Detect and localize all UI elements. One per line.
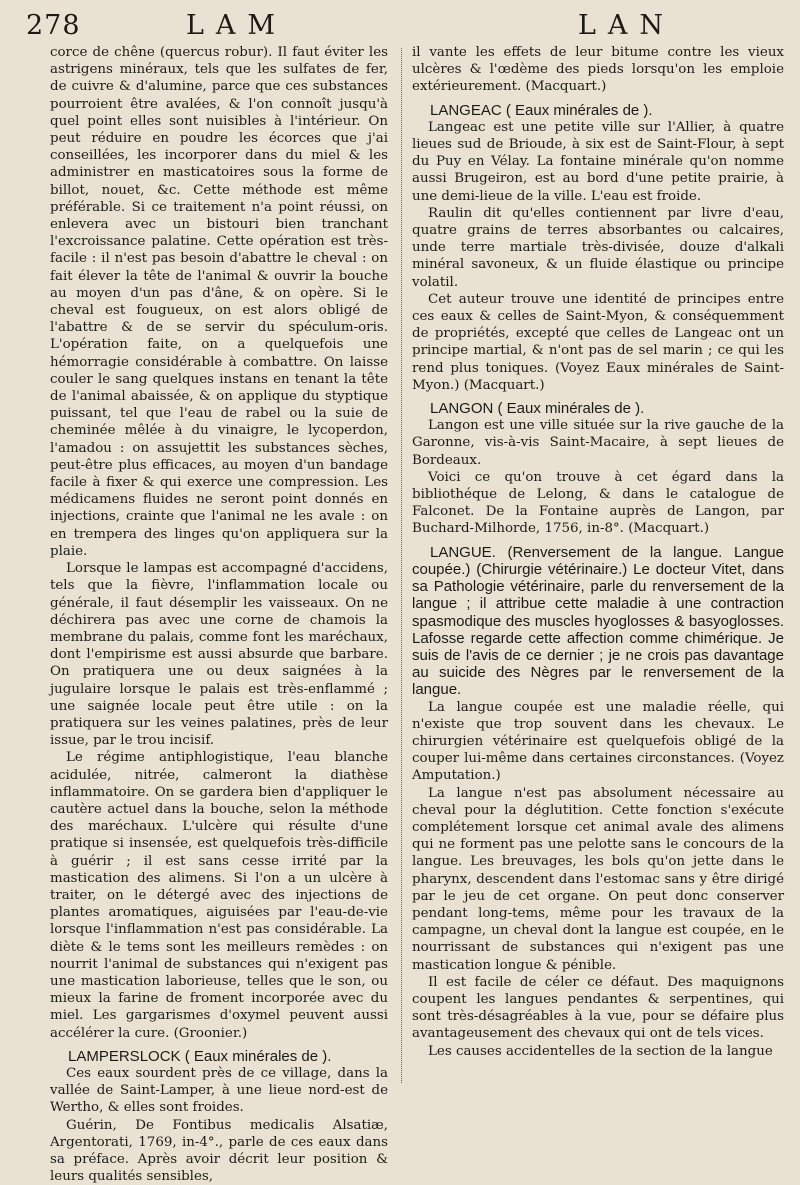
paragraph: Lorsque le lampas est accompagné d'accidens, tels que la fièvre, l'inflammation locale ou générale, il faut désemplir les vaisseaux. On ne déchirera pas avec une corne de chamois la membrane du palais, comme font les maréchaux, dont l'empirisme est aussi absurde que barbare. On pratiquera une ou deux saignées à la jugulaire lorsque le palais est très-enflammé ; une saignée locale peut être utile : on la pratiquera sur les veines palatines, près de leur issue, par le trou incisif. xyxy=(50,561,388,749)
paragraph: il vante les effets de leur bitume contre les vieux ulcères & l'œdème des pieds lorsqu'on les emploie extérieurement. (Macquart.) xyxy=(412,45,784,95)
right-column xyxy=(412,44,784,1090)
paragraph: Les causes accidentelles de la section de la langue xyxy=(428,1043,773,1059)
paragraph: Langon est une ville située sur la rive gauche de la Garonne, vis-à-vis Saint-Macaire, à sept lieues de Bordeaux. xyxy=(412,418,784,468)
paragraph: La langue n'est pas absolument nécessaire au cheval pour la déglutition. Cette fonction s'exécute complétement lorsque cet animal avale des alimens qui ne forment pas une pelotte sans le concours de la langue. Les breuvages, les bols qu'on jette dans le pharynx, descendent dans l'estomac sans y être dirigé par le jeu de cet organe. On peut donc conserver pendant long-tems, même pour les travaux de la campagne, un cheval dont la langue est coupée, en le nourrissant de substances qui n'exigent pas une mastication longue & pénible. xyxy=(412,785,784,973)
left-column xyxy=(50,44,388,1185)
paragraph: Langeac est une petite ville sur l'Allier, à quatre lieues sud de Brioude, à six est de Saint-Flour, à sept du Puy en Vélay. La fontaine minérale qu'on nomme aussi Brugeiron, est au bord d'une petite prairie, à une demi-lieue de la ville. L'eau est froide. xyxy=(412,119,784,204)
entry-heading: LAMPERSLOCK ( Eaux minérales de ). xyxy=(68,1047,332,1065)
entry-heading: LANGUE. (Renversement de la langue. Langue coupée.) (Chirurgie vétérinaire.) Le docteur Vitet, dans sa Pathologie vétérinaire, parle du renversement de la langue ; il attribue cette maladie à une contraction spasmodique des muscles hyoglosses & basyoglosses. Lafosse regarde cette affection comme chimérique. Je suis de l'avis de ce dernier ; je ne crois pas davantage au suicide des Nègres par le renversement de la langue. xyxy=(412,543,784,699)
paragraph: corce de chêne (quercus robur). Il faut éviter les astrigens minéraux, tels que les sulfates de fer, de cuivre & d'alumine, parce que ces substances pourroient être avalées, & l'on connoît jusqu'à quel point elles sont nuisibles à l'intérieur. On peut réduire en poudre les écorces que j'ai conseillées, les incorporer dans du miel & les administrer en masticatoires sous la forme de billot, nouet, &c. Cette méthode est même préférable. Si ce traitement n'a point réussi, on enlevera avec un bistouri bien tranchant l'excroissance palatine. Cette opération est très-facile : il n'est pas besoin d'abattre le cheval : on fait élever la tête de l'animal & ouvrir la bouche au moyen d'un pas d'âne, & on opère. Si le cheval est fougueux, on est alors obligé de l'abattre & de se servir du spéculum-oris. L'opération faite, on a quelquefois une hémorragie considérable à combattre. On laisse couler le sang quelques instans en tenant la tête de l'animal abaissée, & on applique du styptique puissant, tel que l'eau de rabel ou la suie de cheminée mêlée à du vinaigre, le lycoperdon, l'amadou : on assujettit les substances sèches, peut-être plus efficaces, au moyen d'un bandage facile à fixer & qui exerce une compression. Les médicamens fluides ne seront point donnés en injections, crainte que l'animal ne les avale : on en trempera des linges qu'on appliquera sur la plaie. xyxy=(50,45,388,559)
column-divider xyxy=(401,48,402,1083)
paragraph: Guérin, De Fontibus medicalis Alsatiæ, Argentorati, 1769, in-4°., parle de ces eaux dans sa préface. Après avoir décrit leur position & leurs qualités sensibles, xyxy=(50,1117,388,1185)
paragraph: Cet auteur trouve une identité de principes entre ces eaux & celles de Saint-Myon, & conséquemment de propriétés, excepté que celles de Langeac ont un principe martial, & n'ont pas de sel marin ; ce qui les rend plus toniques. (Voyez Eaux minérales de Saint-Myon.) (Macquart.) xyxy=(412,291,784,393)
paragraph: Le régime antiphlogistique, l'eau blanche acidulée, nitrée, calmeront la diathèse inflammatoire. On se gardera bien d'appliquer le cautère actuel dans la bouche, selon la méthode des maréchaux. L'ulcère qui résulte d'une pratique si insensée, est quelquefois très-difficile à guérir ; il est sans cesse irrité par la mastication des alimens. Si l'on a un ulcère à traiter, on le détergé avec des injections de plantes aromatiques, aiguisées par l'eau-de-vie lorsque l'inflammation n'est pas considérable. La diète & le tems sont les meilleurs remèdes : on nourrit l'animal de substances qui n'exigent pas une mastication laborieuse, telles que le son, ou mieux la farine de froment incorporée avec du miel. Les gargarismes d'oxymel peuvent aussi accélérer la cure. (Groonier.) xyxy=(50,750,388,1041)
paragraph: Ces eaux sourdent près de ce village, dans la vallée de Saint-Lamper, à une lieue nord-est de Wertho, & elles sont froides. xyxy=(50,1065,388,1116)
running-header xyxy=(26,10,774,40)
paragraph: Raulin dit qu'elles contiennent par livre d'eau, quatre grains de terres absorbantes ou calcaires, unde terre martiale très-divisée, douze d'alkali minéral savoneux, & un fluide élastique ou principe volatil. xyxy=(412,205,784,290)
entry-heading: LANGEAC ( Eaux minérales de ). xyxy=(430,101,653,119)
paragraph: Il est facile de céler ce défaut. Des maquignons coupent les langues pendantes & serpentines, qui sont très-désagréables à la vue, pour se défaire plus avantageusement des chevaux qui ont de tels vices. xyxy=(412,974,784,1042)
page-number: 278 xyxy=(26,10,81,41)
paragraph: La langue coupée est une maladie réelle, qui n'existe que trop souvent dans les chevaux. Le chirurgien vétérinaire est quelquefois obligé de la couper lui-même dans certaines circonstances. (Voyez Amputation.) xyxy=(412,699,784,784)
paragraph: Voici ce qu'on trouve à cet égard dans la bibliothéque de Lelong, & dans le catalogue de Falconet. De la Fontaine auprès de Langon, par Buchard-Milhorde, 1756, in-8°. (Macquart.) xyxy=(412,469,784,537)
header-right-word: LAN xyxy=(578,10,676,41)
header-left-word: LAM xyxy=(186,10,288,41)
entry-heading: LANGON ( Eaux minérales de ). xyxy=(430,400,645,418)
